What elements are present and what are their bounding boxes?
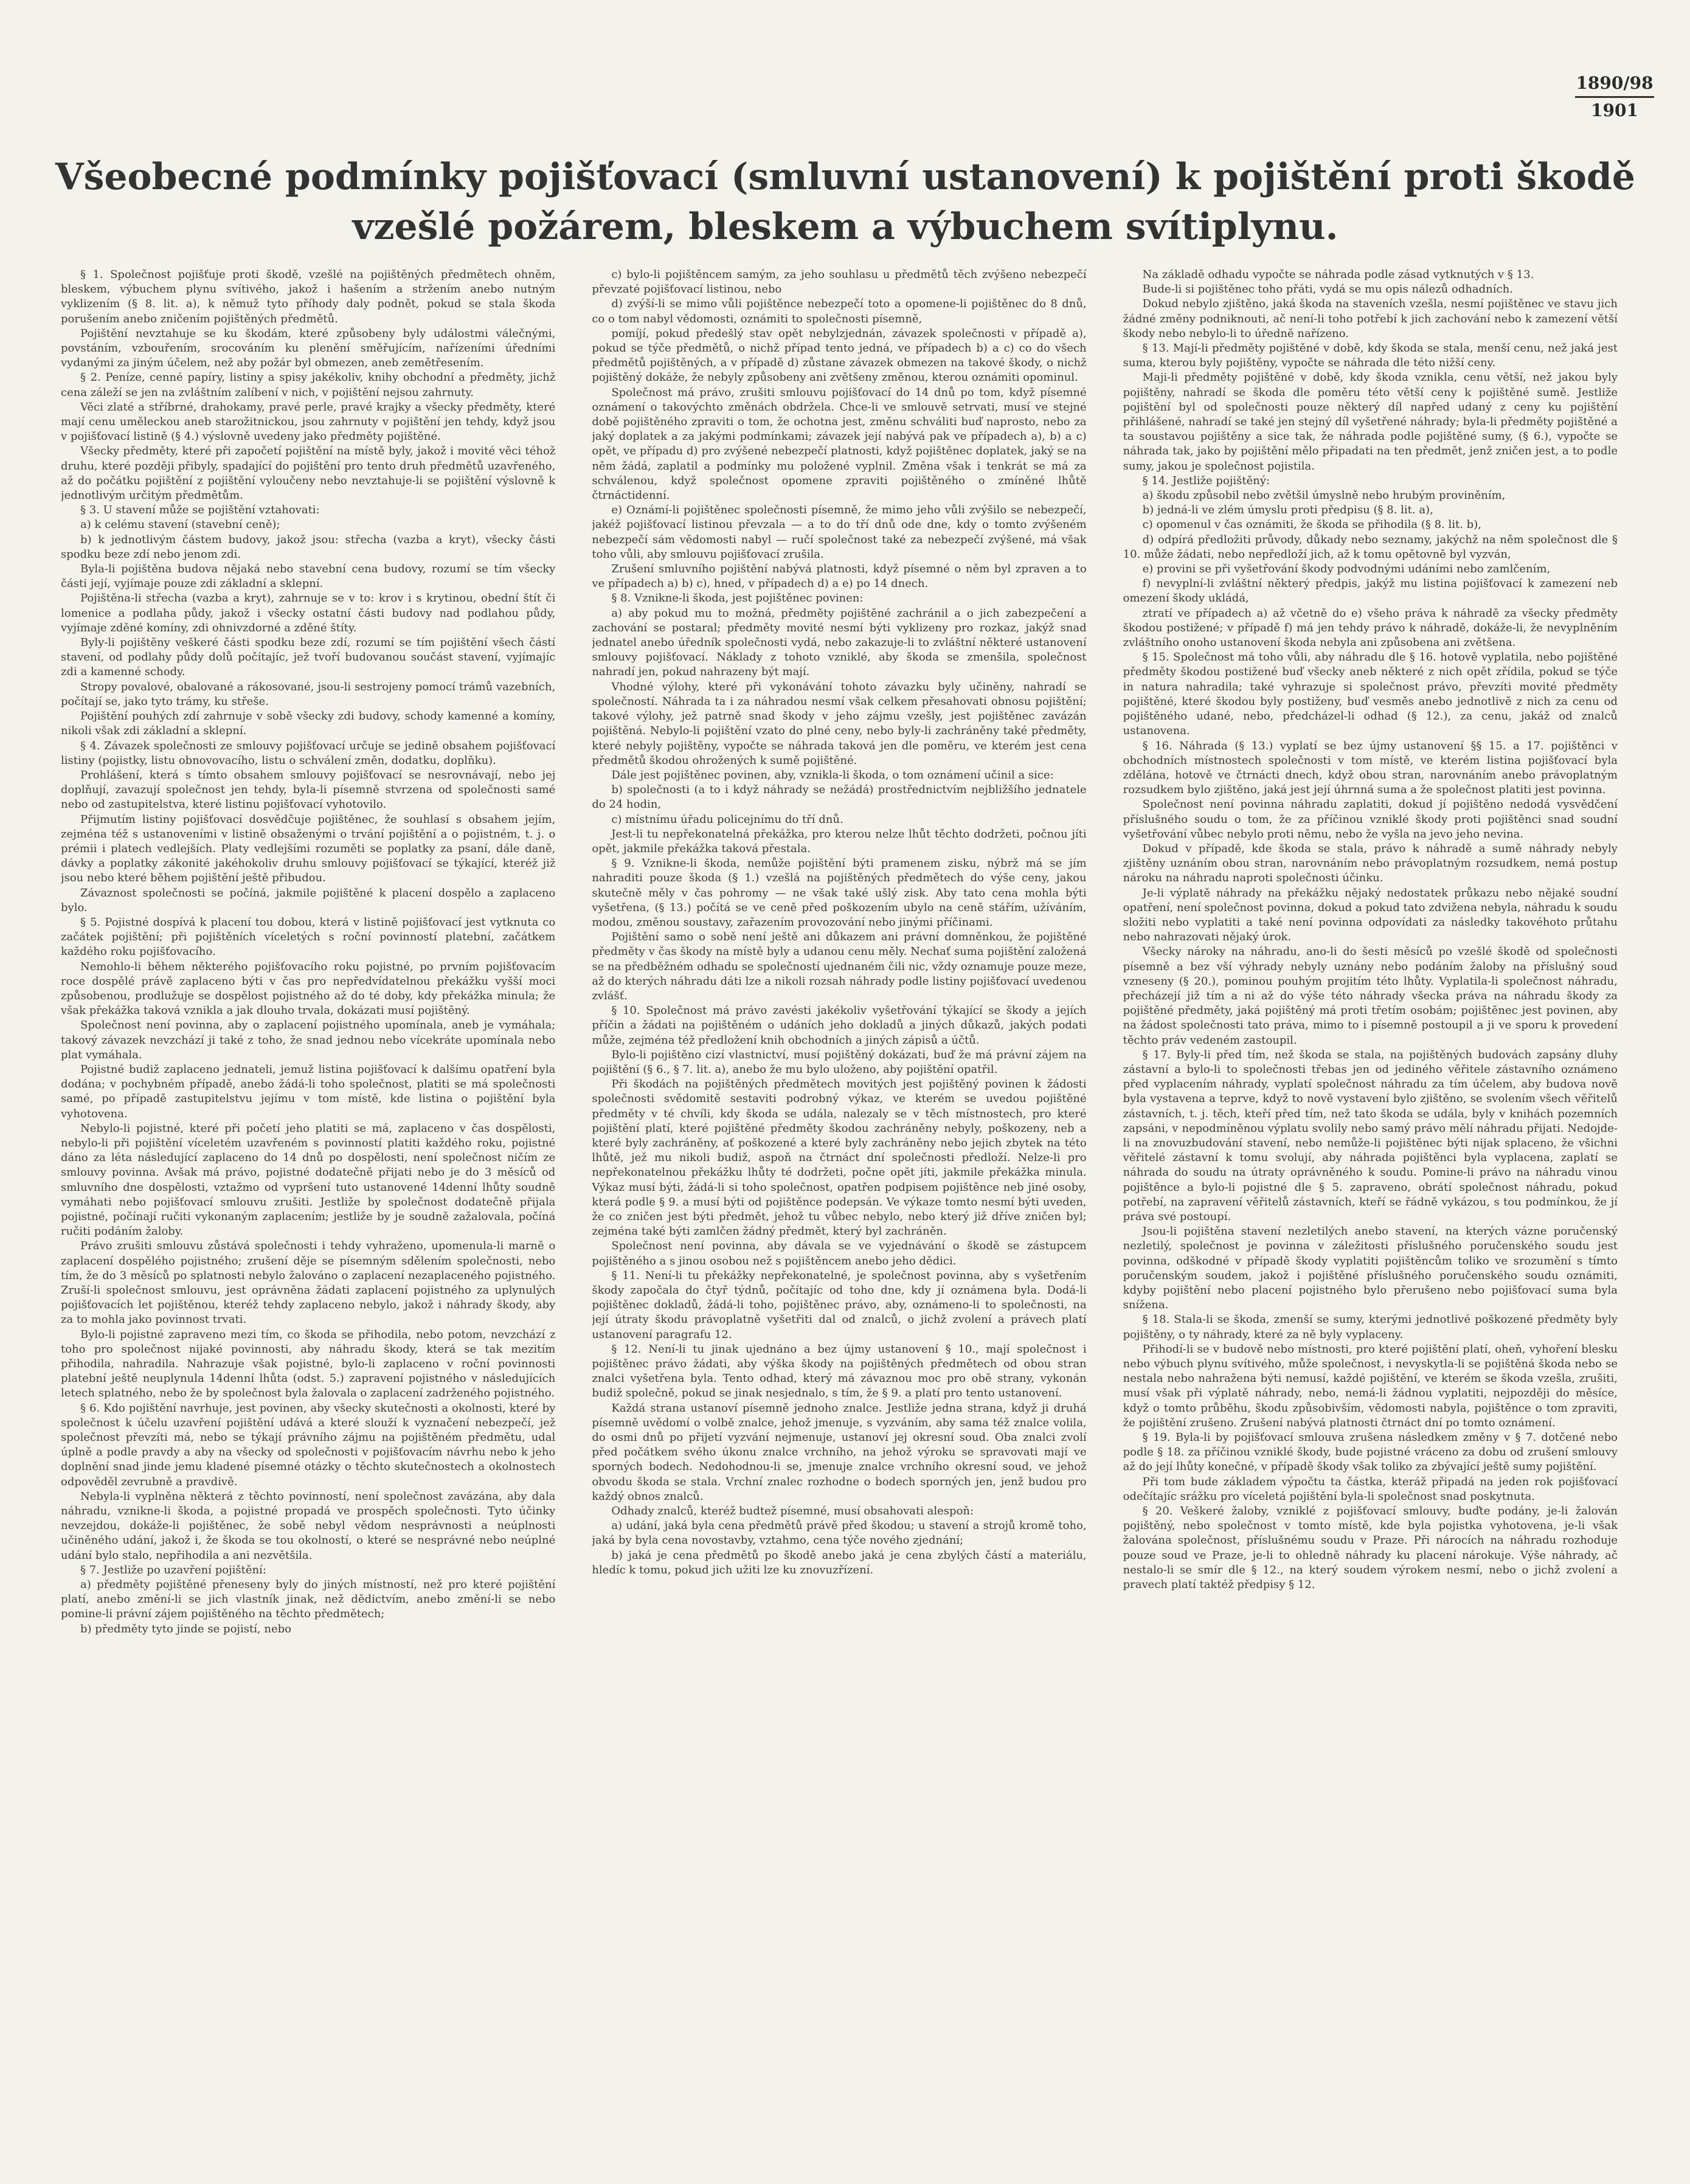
paragraph: Právo zrušiti smlouvu zůstává společnosti i tehdy vyhraženo, upomenula-li marně o zaplacení dospělého pojistného; zrušení děje se písemným sdělením společnosti, nebo tím, že do 3 měsíců po splatnosti nebylo žalováno o zaplacení nezaplaceného pojistného. Zruší-li společnost smlouvu, jest oprávněna žádati zaplacení pojistného za uplynulých pojišťovacích let pojištěnou, kteréž tehdy zaplaceno nebylo, jakož i náhrady škody, aby za to mohla jako povinnost trvati. — [61, 1239, 556, 1326]
paragraph: Přihodí-li se v budově nebo místnosti, pro které pojištění platí, oheň, vyhoření blesku nebo výbuch plynu svítivého, může společnost, i nevyskytla-li se pojištěná škoda nebo se nestala nebo nahražena býti nemusí, každé pojištění, ve kterém se škoda vzešla, zrušiti, musí však při výplatě náhrady, nebo, nemá-li žádnou vyplatiti, nejpozději do měsíce, když o tomto průběhu, škodu způsobivším, vědomosti nabyla, pojištěnce o tom zpraviti, že pojištění zrušeno. Zrušení nabývá platnosti čtrnáct dní po tomto oznámení. — [1123, 1342, 1618, 1429]
paragraph: Všecky předměty, které při započetí pojištění na místě byly, jakož i movité věci téhož druhu, které později přibyly, spadající do pojištění pro tento druh předmětů uzavřeného, až do počátku pojištění z pojištění vyloučeny nebo nevztahuje-li se pojištění výslovně k jednotlivým určitým předmětům. — [61, 445, 556, 502]
column-2 — [592, 268, 1086, 2129]
paragraph: Dokud nebylo zjištěno, jaká škoda na staveních vzešla, nesmí pojištěnec ve stavu jich žádné změny podniknouti, ač není-li toho potřebí k jich zachování nebo k zamezení větší škody nebo nebylo-li to úředně nařízeno. — [1123, 297, 1618, 340]
paragraph: b) jaká je cena předmětů po škodě anebo jaká je cena zbylých částí a materiálu, hledíc k tomu, pokud jich užiti lze ku znovuzřízení. — [592, 1548, 1087, 1576]
paragraph: § 11. Není-li tu překážky nepřekonatelné, je společnost povinna, aby s vyšetřením škody započala do čtyř týdnů, počítajíc od toho dne, kdy jí oznámena byla. Dodá-li pojištěnec dokladů, žádá-li toho, pojištěnec právo, aby, oznámeno-li to společnosti, na její útraty škodu právoplatně vyšetřiti dal od znalců, o jichž zvolení a právech platí ustanovení paragrafu 12. — [592, 1269, 1087, 1341]
paragraph: Je-li výplatě náhrady na překážku nějaký nedostatek průkazu nebo nějaké soudní opatření, není společnost povinna, dokud a pokud tato zdvižena nebyla, náhradu k soudu složiti nebo vyplatiti a také není povinna odpovídati za následky takovéhoto průtahu nebo nahrazovati nějaký úrok. — [1123, 886, 1618, 944]
paragraph: Společnost není povinna, aby dávala se ve vyjednávání o škodě se zástupcem pojištěného a s jinou osobou než s pojištěncem anebo jeho dědici. — [592, 1239, 1087, 1267]
paragraph: § 2. Peníze, cenné papíry, listiny a spisy jakékoliv, knihy obchodní a předměty, jichž cena záleží se jen na zvláštním zalíbení v nich, v pojištění nejsou zahrnuty. — [61, 371, 556, 399]
paragraph: § 12. Není-li tu jinak ujednáno a bez újmy ustanovení § 10., mají společnost i pojištěnec právo žádati, aby výška škody na pojištěných předmětech od obou stran znalci vyšetřena byla. Tento odhad, který má závaznou moc pro obě strany, vykonán budiž společně, pokud se jinak nesjednalo, s tím, že § 9. a platí pro tento ustanovení. — [592, 1342, 1087, 1400]
paragraph: a) k celému stavení (stavební ceně); — [80, 518, 280, 532]
paragraph: Maji-li předměty pojištěné v době, kdy škoda vznikla, cenu větší, než jakou byly pojištěny, nahradí se škoda dle poměru této větší ceny k pojištěné sumě. Jestliže pojištění byl od společnosti pouze některý díl napřed udaný z ceny ku pojištění přihlášené, nahradí se také jen stejný díl vyšetřené náhrady; byla-li předměty pojištěné a ta soustavou pojištěny a sice tak, že náhrada podle pojištěné sumy, (§ 6.), vypočte se náhrada tak, jako by pojištění mělo připadati na ten předmět, jenž zničen jest, a to podle sumy, jakou je společnost pojistila. — [1123, 371, 1618, 473]
paragraph: b) k jednotlivým částem budovy, jakož jsou: střecha (vazba a kryt), všecky části spodku beze zdí nebo jenom zdi. — [61, 533, 556, 561]
paragraph: Prohlášení, která s tímto obsahem smlouvy pojišťovací se nesrovnávají, nebo jej doplňují, zavazují společnost jen tehdy, byla-li písemně stvrzena od společnosti samé nebo od zastupitelstva, které listinu pojišťovací vyhotovilo. — [61, 768, 556, 811]
column-3 — [1123, 268, 1618, 2129]
paragraph: § 5. Pojistné dospívá k placení tou dobou, která v listině pojišťovací jest vytknuta co začátek pojištění; při pojištěních víceletých s roční povinností platební, začátkem každého roku pojišťovacího. — [61, 915, 556, 959]
paragraph: § 1. Společnost pojišťuje proti škodě, vzešlé na pojištěných předmětech ohněm, bleskem, výbuchem plynu svítivého, jakož i hašením a stržením anebo nutným vyklizením (§ 8. lit. a), k němuž tyto příhody daly podnět, pokud se stala škoda porušením anebo zničením pojištěných předmětů. — [61, 268, 556, 325]
paragraph: Společnost má právo, zrušiti smlouvu pojišťovací do 14 dnů po tom, když písemné oznámení o takovýchto změnách obdržela. Chce-li ve smlouvě setrvati, musí ve stejné době pojištěného zpraviti o tom, že ochotna jest, změnu schváliti buď naprosto, nebo za jaký doplatek a za jakými podmínkami; závazek její nabývá pak ve případech a), b) a c) opět, ve případu d) pro zvýšené nebezpečí platnosti, když pojištěnec doplatek, jaký se na něm žádá, zaplatil a podmínky mu položené vyplnil. Změna však i tenkrát se má za schválenou, když společnost opomene zpraviti pojištěného o zmíněné lhůtě čtrnáctidenní. — [592, 386, 1087, 502]
paragraph: Nemohlo-li během některého pojišťovacího roku pojistné, po prvním pojišťovacím roce dospělé právě zaplaceno býti v čas pro nepředvídatelnou překážku vyšší moci způsobenou, prodlužuje se dospělost pojistného až do té doby, kdy překážka minula; že však překážka taková vznikla a jak dlouho trvala, dokázati musí pojištěný. — [61, 960, 556, 1017]
paragraph: § 6. Kdo pojištění navrhuje, jest povinen, aby všecky skutečnosti a okolnosti, které by společnost k účelu uzavření pojištění udává a které slouží k vyznačení nebezpečí, jež společnost převzíti má, nebo se týkají právního zájmu na pojištěném předmětu, udal úplně a podle pravdy a aby na všecky od společnosti v pojišťovacím návrhu nebo k jeho doplnění snad jinde jemu kladené písemné otázky o těchto skutečnostech a okolnostech odpověděl zevrubně a pravdivě. — [61, 1401, 556, 1488]
paragraph: Bylo-li pojištěno cizí vlastnictví, musí pojištěný dokázati, buď že má právní zájem na pojištění (§ 6., § 7. lit. a), anebo že mu bylo uloženo, aby pojištění opatřil. — [592, 1048, 1087, 1076]
paragraph: Věci zlaté a stříbrné, drahokamy, pravé perle, pravé krajky a všecky předměty, které mají cenu uměleckou aneb starožitnickou, jsou zahrnuty v pojištění jen tehdy, když jsou v pojišťovací listině (§ 4.) výslovně uvedeny jako předměty pojištěné. — [61, 400, 556, 443]
paragraph: Pojištěna-li střecha (vazba a kryt), zahrnuje se v to: krov i s krytinou, obední štít či lomenice a podlaha půdy, jakož i všecky ostatní části budovy nad podlahou půdy, vyjímaje zděné komíny, zdi ohnivzdorné a zděné štíty. — [61, 592, 556, 634]
paragraph: Při tom bude základem výpočtu ta částka, kteráž připadá na jeden rok pojišťovací odečítajíc srážku pro víceletá pojištění byla-li společnost snad poskytnuta. — [1123, 1475, 1618, 1503]
paragraph: b) předměty tyto jinde se pojistí, nebo — [80, 1622, 292, 1635]
paragraph: Na základě odhadu vypočte se náhrada podle zásad vytknutých v § 13. — [1142, 268, 1534, 281]
paragraph: § 20. Veškeré žaloby, vzniklé z pojišťovací smlouvy, buďte podány, je-li žalován pojištěný, nebo společnost v tomto místě, kde byla pojistka vyhotovena, je-li však žalována společnost, příslušnému soudu v Praze. Při nárocích na náhradu rozhoduje pouze soud ve Praze, je-li to ohledně náhrady ku placení nárokuje. Výše náhrady, ač nestalo-li se smír dle § 12., na který soudem výrokem nesmí, nebo o jichž zvolení a pravech platí taktéž předpisy § 12. — [1123, 1505, 1618, 1592]
paragraph: c) opomenul v čas oznámiti, že škoda se přihodila (§ 8. lit. b), — [1142, 518, 1481, 532]
paragraph: a) udání, jaká byla cena předmětů právě před škodou; u stavení a strojů kromě toho, jaká by byla cena novostavby, vztahmo, cena týče nového zjednání; — [592, 1519, 1087, 1547]
paragraph: Odhady znalců, kteréž budtež písemné, musí obsahovati alespoň: — [611, 1505, 974, 1518]
paragraph: § 14. Jestliže pojištěný: — [1142, 474, 1270, 487]
paragraph: Jsou-li pojištěna stavení nezletilých anebo stavení, na kterých vázne poručenský nezletilý, společnost je povinna v záležitosti příslušného poručenského soudu jest povinna, odškodné v případě škody vyplatiti pojištěncům toliko ve srozumění s tímto poručenským soudem, jakož i pojištěné příslušného poručenského soudu oznámiti, kdyby pojištění nebo placení pojistného bylo přerušeno nebo pojišťovací suma byla snížena. — [1123, 1225, 1618, 1312]
paragraph: f) nevyplní-li zvláštní některý předpis, jakýž mu listina pojišťovací k zamezení neb omezení škody ukládá, — [1123, 577, 1618, 605]
paragraph: b) jedná-li ve zlém úmyslu proti předpisu (§ 8. lit. a), — [1142, 504, 1433, 517]
paragraph: § 10. Společnost má právo zavésti jakékoliv vyšetřování týkající se škody a jejích příčin a žádati na pojištěném o udáních jeho dokladů a jiných důkazů, jakých podati může, zejména též předložení knih obchodních a jiných zápisů a účtů. — [592, 1004, 1087, 1047]
paragraph: Nebyla-li vyplněna některá z těchto povinností, není společnost zavázána, aby dala náhradu, vznikne-li škoda, a pojistné propadá ve prospěch společnosti. Tyto účinky nevzejdou, dokáže-li pojištěnec, že sobě nebyl vědom nesprávnosti a neúplnosti učiněného udání, jakož i, že škoda se tou okolností, o které se nesprávné nebo neúplné udání bylo stalo, nepřihodila a ani nezvětšila. — [61, 1489, 556, 1562]
paragraph: c) místnímu úřadu policejnímu do tří dnů. — [611, 813, 843, 826]
paragraph: Dále jest pojištěnec povinen, aby, vznikla-li škoda, o tom oznámení učinil a sice: — [611, 768, 1054, 782]
paragraph: Pojištění samo o sobě není ještě ani důkazem ani právní domněnkou, že pojištěné předměty v čas škody na místě byly a udanou cenu měly. Nechať suma pojištění založená se na předběžném odhadu se společností ujednaném čili nic, vždy oznamuje pouze meze, až do kterých náhradu dáti lze a nikoli rozsah náhrady podle listiny pojišťovací uvedenou zvlášť. — [592, 931, 1087, 1002]
paragraph: § 15. Společnost má toho vůli, aby náhradu dle § 16. hotově vyplatila, nebo pojištěné předměty škodou postižené buď všecky aneb některé z nich opět zřídila, pokud se týče in natura nahradila; také vyhrazuje si společnost právo, převzíti movité předměty pojištěné, které škodou byly postiženy, buď vesměs anebo jednotlivě z nich za cenu od pojištěného udané, nebo, předcházel-li odhad (§ 12.), za cenu, jakáž od znalců ustanovena. — [1123, 651, 1618, 738]
paragraph: d) zvýší-li se mimo vůli pojištěnce nebezpečí toto a opomene-li pojištěnec do 8 dnů, co o tom nabyl vědomosti, oznámiti to společnosti písemně, — [592, 297, 1087, 325]
paragraph: Při škodách na pojištěných předmětech movitých jest pojištěný povinen k žádosti společnosti svědomitě sestaviti podrobný výkaz, ve kterém se uvedou pojištěné předměty v té chvíli, kdy škoda se udála, nalezaly se v těch místnostech, pro které pojištění platí, které pojištěné předměty škodou zachráněny nebyly, poškozeny, neb a které byly zachráněny, ať poškozené a které byly zachráněny nebo jejich zbytek na této lhůtě, jež mu nikoli budiž, aspoň na čtrnáct dní společnosti předloží. Nelze-li pro nepřekonatelnou překážku lhůty té dodržeti, počne opět jíti, jakmile překážka minula. Výkaz musí býti, žádá-li si toho společnost, opatřen podpisem pojištěnce neb jiné osoby, která podle § 9. a musí býti od pojištěnce podepsán. Ve výkaze tomto nesmí býti uveden, že co zničen jest býti předmět, jehož tu vůbec nebylo, nebo který již dříve zničen byl; zejména také býti zamlčen žádný předmět, který byl zachráněn. — [592, 1078, 1087, 1238]
column-1 — [61, 268, 555, 2129]
paragraph: a) škodu způsobil nebo zvětšil úmyslně nebo hrubým proviněním, — [1142, 489, 1506, 502]
paragraph: Bylo-li pojistné zapraveno mezi tím, co škoda se přihodila, nebo potom, nevzchází z toho pro společnost nijaké povinnosti, aby náhradu škody, která se tak mezitím přihodila, nahradila. Nahrazuje však pojistné, bylo-li zaplaceno v roční povinnosti platební ještě neuplynula 14denní lhůta (odst. 5.) zapravení pojistného v následujících letech splatného, nebo že by společnost byla žalovala o zaplacení zadrženého pojistného. — [61, 1328, 556, 1400]
paragraph: e) provini se při vyšetřování škody podvodnými udáními nebo zamlčením, — [1142, 563, 1551, 576]
paragraph: a) aby pokud mu to možná, předměty pojištěné zachránil a o jich zabezpečení a zachování se postaral; předměty movité nesmí býti vyklizeny pro rozkaz, jakýž snad jednatel anebo úředník společnosti vydá, nebo zakazuje-li to zvláštní některé ustanovení smlouvy pojišťovací. Náklady z tohoto vzniklé, aby škoda se zmenšila, společnost nahradí jen, pokud nahrazeny být mají. — [592, 606, 1087, 679]
paragraph: Jest-li tu nepřekonatelná překážka, pro kterou nelze lhůt těchto dodržeti, počnou jíti opět, jakmile překážka taková přestala. — [592, 827, 1087, 855]
paragraph: Závaznost společnosti se počíná, jakmile pojištěné k placení dospělo a zaplaceno bylo. — [61, 886, 556, 914]
paragraph: Přijmutím listiny pojišťovací dosvědčuje pojištěnec, že souhlasí s obsahem jejím, zejména též s ustanoveními v listině obsaženými o trvání pojištění a o pojistném, t. j. o prémii i platech vedlejších. Platy vedlejšími rozuměti se poplatky za psaní, dále daně, dávky a poplatky zákonité jakéhokoliv druhu smlouvy pojišťovací se týkající, kteréž již jsou nebo které během pojištění ještě přibudou. — [61, 813, 556, 885]
paragraph: § 9. Vznikne-li škoda, nemůže pojištění býti pramenem zisku, nýbrž má se jím nahraditi pouze škoda (§ 1.) vzešlá na pojištěných předmětech do výše ceny, jakou skutečně měly v čas pohromy — ne však také ušlý zisk. Aby tato cena mohla býti vyšetřena, (§ 13.) počítá se ve ceně před poškozením ubylo na ceně stářím, užíváním, modou, změnou soustavy, zařazením provozování nebo jinými příčinami. — [592, 857, 1087, 929]
paragraph: Pojištění pouhých zdí zahrnuje v sobě všecky zdi budovy, schody kamenné a komíny, nikoli však zdi základní a sklepní. — [61, 710, 556, 738]
text-columns — [61, 268, 1618, 2129]
paragraph: Pojistné budiž zaplaceno jednateli, jemuž listina pojišťovací k dalšímu opatření byla dodána; v pochybném případě, anebo žádá-li toho společnost, platiti se má společnosti samé, po případě zastupitelstvu jejímu v tom místě, kde listina o pojištění byla vyhotovena. — [61, 1063, 556, 1120]
paragraph: § 8. Vznikne-li škoda, jest pojištěnec povinen: — [611, 592, 864, 605]
paragraph: a) předměty pojištěné přeneseny byly do jiných místností, než pro které pojištění platí, anebo změní-li se jich vlastník jinak, než dědictvím, anebo změní-li se nebo pomine-li právní zájem pojištěného na těchto předmětech; — [61, 1578, 556, 1621]
paragraph: § 3. U stavení může se pojištění vztahovati: — [80, 504, 320, 517]
paragraph: Stropy povalové, obalované a rákosované, jsou-li sestrojeny pomocí trámů vazebních, počítají se, jako tyto trámy, ku střeše. — [61, 680, 556, 708]
paragraph: Byla-li pojištěna budova nějaká nebo stavební cena budovy, rozumí se tím všecky části její, vyjímaje pouze zdi základní a sklepní. — [61, 563, 556, 591]
paragraph: ztratí ve případech a) až včetně do e) všeho práva k náhradě za všecky předměty škodou postižené; v případě f) má jen tehdy právo k náhradě, dokáže-li, že nevyplněním zvláštního onoho ustanovení škoda nebyla ani způsobena ani zvětšena. — [1123, 606, 1618, 650]
reference-number-top: 1890/98 — [1575, 73, 1654, 98]
paragraph: e) Oznámí-li pojištěnec společnosti písemně, že mimo jeho vůli zvýšilo se nebezpečí, jakéž pojišťovací listinou převzala — a to do tří dnů ode dne, kdy o tomto zvýšeném nebezpečí sám vědomosti nabyl — ručí společnost také za nebezpečí zvýšené, má však toho vůli, aby smlouvu pojišťovací zrušila. — [592, 504, 1087, 561]
paragraph: § 18. Stala-li se škoda, zmenší se sumy, kterými jednotlivé poškozené předměty byly pojištěny, o ty náhrady, které za ně byly vyplaceny. — [1123, 1313, 1618, 1341]
paragraph: Každá strana ustanoví písemně jednoho znalce. Jestliže jedna strana, když ji druhá písemně uvědomí o volbě znalce, jehož jmenuje, s vyzváním, aby sama též znalce volila, do osmi dnů po přijetí vyzvání nejmenuje, ustanoví jej okresní soud. Oba znalci zvolí před počátkem svého úkonu znalce vrchního, na jehož výroku se spravovati mají ve sporných bodech. Nedohodnou-li se, jmenuje znalce vrchního okresní soud, ve jehož obvodu škoda se stala. Vrchní znalec rozhodne o bodech sporných jen, jenž budou pro každý obnos znalců. — [592, 1401, 1087, 1503]
paragraph: § 7. Jestliže po uzavření pojištění: — [80, 1563, 266, 1576]
paragraph: Nebylo-li pojistné, které při početí jeho platiti se má, zaplaceno v čas dospělosti, nebylo-li při pojištění víceletém uzavřeném s povinností platiti každého roku, pojistné dáno za léta následující zaplaceno do 14 dnů po dospělosti, není společnost ničím ze smlouvy povinna. Avšak má právo, pojistné dodatečně přijati nebo je do 3 měsíců od smluvního dne dospělosti, vztažmo od vypršení tuto ustanovené 14denní lhůty soudně vymáhati nebo pojišťovací smlouvu zrušiti. Jestliže by společnost dodatečně přijala pojistné, počínají ručiti vykonaným zaplacením; jestliže by je soudně zažalovala, počíná ručiti podáním žaloby. — [61, 1121, 556, 1238]
paragraph: b) společnosti (a to i když náhrady se nežádá) prostřednictvím nejbližšího jednatele do 24 hodin, — [592, 783, 1087, 811]
reference-number-bottom: 1901 — [1591, 100, 1638, 120]
paragraph: § 13. Mají-li předměty pojištěné v době, kdy škoda se stala, menší cenu, než jaká jest suma, kterou byly pojištěny, vypočte se náhrada dle této nižší ceny. — [1123, 342, 1618, 370]
page-reference — [1575, 73, 1654, 121]
paragraph: c) bylo-li pojištěncem samým, za jeho souhlasu u předmětů těch zvýšeno nebezpečí převzaté pojišťovací listinou, nebo — [592, 268, 1087, 296]
paragraph: d) odpírá předložiti průvody, důkady nebo seznamy, jakýchž na něm společnost dle § 10. může žádati, nebo nepředloží jich, až k tomu opětovně byl vyzván, — [1123, 533, 1618, 561]
paragraph: Společnost není povinna náhradu zaplatiti, dokud jí pojištěno nedodá vysvědčení příslušného soudu o tom, že za příčinou vzniklé škody proti pojištěnci snad soudní vyšetřování vůbec nebylo proti němu, nebo že vyšla na jevo jeho nevina. — [1123, 798, 1618, 841]
paragraph: Dokud v případě, kde škoda se stala, právo k náhradě a sumě náhrady nebyly zjištěny uznáním obou stran, narovnáním nebo právoplatným rozsudkem, nemá postup nároku na náhradu naproti společnosti účinku. — [1123, 842, 1618, 885]
paragraph: § 19. Byla-li by pojišťovací smlouva zrušena následkem změny v § 7. dotčené nebo podle § 18. za příčinou vzniklé škody, bude pojistné vráceno za dobu od zrušení smlouvy až do její lhůty konečné, v případě škody však toliko za zbývající ještě sumy pojištění. — [1123, 1431, 1618, 1474]
paragraph: § 16. Náhrada (§ 13.) vyplatí se bez újmy ustanovení §§ 15. a 17. pojištěnci v obchodních místnostech společnosti v tom místě, ve kterém listina pojišťovací byla zdělána, hotově ve čtrnácti dnech, když obou stran, narovnáním anebo právoplatným rozsudkem bylo zjištěno, jaká jest její úhrnná suma a že společnost platiti jest povinna. — [1123, 739, 1618, 797]
paragraph: Zrušení smluvního pojištění nabývá platnosti, když písemné o něm byl zpraven a to ve případech a) b) c), hned, v případech d) a e) po 14 dnech. — [592, 563, 1087, 591]
paragraph: Vhodné výlohy, které při vykonávání tohoto závazku byly učiněny, nahradí se společností. Náhrada ta i za náhradou nesmí však celkem přesahovati obnosu pojištění; takové výlohy, jež patrně snad škody v jeho zájmu vzešly, jest pojištěnec zavázán pojištěná. Nebylo-li pojištění vzato do plné ceny, nebo byly-li zachráněny také předměty, které nebyly pojištěny, vypočte se náhrada taková jen dle poměru, ve kterém jest cena předmětů škodou ohrožených k sumě pojištěné. — [592, 680, 1087, 767]
paragraph: § 4. Závazek společnosti ze smlouvy pojišťovací určuje se jedině obsahem pojišťovací listiny (pojistky, listu obnovovacího, listu o schválení změn, dodatku, doplňku). — [61, 739, 556, 767]
paragraph: § 17. Byly-li před tím, než škoda se stala, na pojištěných budovách zapsány dluhy zástavní a bylo-li to společnosti třebas jen od jediného věřitele zástavního oznámeno před vyplacením náhrady, vyplatí společnost náhradu za tím účelem, aby budova nově byla vystavena a teprve, když to nově vystavení bylo zjištěno, se svolením všech věřitelů zástavních, t. j. těch, kteří před tím, než tato škoda se udála, byly v knihách pozemních zapsáni, v nepodmíněnou výplatu svolily nebo samý právo mělí náhradu přijati. Nedojde-li na znovuzbudování stavení, nebo nemůže-li pojištěnec býti nijak splaceno, že všichni věřitelé zástavní k tomu svolují, aby náhrada pojištěnci byla vyplacena, zaplatí se náhrada do soudu na útraty oprávněného k soudu. Pomine-li právo na náhradu vinou pojištěnce a bylo-li pojistné dle § 5. zapraveno, obrátí společnost náhradu, pokud potřebí, na zapravení věřitelů zástavních, kteří se řádně vykázou, s tou podmínkou, že jí práva své postoupí. — [1123, 1048, 1618, 1223]
paragraph: pomíjí, pokud předešlý stav opět nebylzjednán, závazek společnosti v případě a), pokud se týče předmětů, o nichž případ tento jedná, ve případech b) a c) co do všech předmětů pojištěných, a v případě d) zůstane závazek obmezen na takové škody, o nichž pojištěný dokáže, že nebyly způsobeny ani zvětšeny změnou, kterou oznámiti opominul. — [592, 327, 1087, 384]
paragraph: Společnost není povinna, aby o zaplacení pojistného upomínala, aneb je vymáhala; takový závazek nevzchází ji také z toho, že snad jednou nebo vícekráte upomínala nebo plat vymáhala. — [61, 1019, 556, 1061]
paragraph: Bude-li si pojištěnec toho přáti, vydá se mu opis nálezů odhadních. — [1142, 283, 1513, 296]
paragraph: Byly-li pojištěny veškeré části spodku beze zdí, rozumí se tím pojištění všech částí stavení, od podlahy půdy dolů počítajíc, jež tvoří budovanou součást stavení, vyjímajíc zdi a kamenné schody. — [61, 636, 556, 679]
paragraph: Všecky nároky na náhradu, ano-li do šesti měsíců po vzešlé škodě od společnosti písemně a bez vší výhrady nebyly uznány nebo podáním žaloby na příslušný soud vzneseny (§ 20.), pominou pouhým projitím této lhůty. Vyplatila-li společnost náhradu, přecházejí již tím a ni až do výše této náhrady všecka práva na náhradu škody za pojištěné předměty, jaká pojištěný má proti třetím osobám; pojištěnec jest povinen, aby na žádost společnosti tato práva, mimo to i písemně postoupil a ji ve sporu k provedení těchto práv vedeném zastoupil. — [1123, 945, 1618, 1047]
paragraph: Pojištění nevztahuje se ku škodám, které způsobeny byly událostmi válečnými, povstáním, vzbouřením, srocováním ku plenění směřujícím, nařízeními úředními vydanými za jiným účelem, než aby požár byl obmezen, aneb zemětřesením. — [61, 327, 556, 370]
document-title: Všeobecné podmínky pojišťovací (smluvní ustanovení) k pojištění proti škodě vzešlé požárem, bleskem a výbuchem svítiplynu. — [55, 156, 1635, 248]
